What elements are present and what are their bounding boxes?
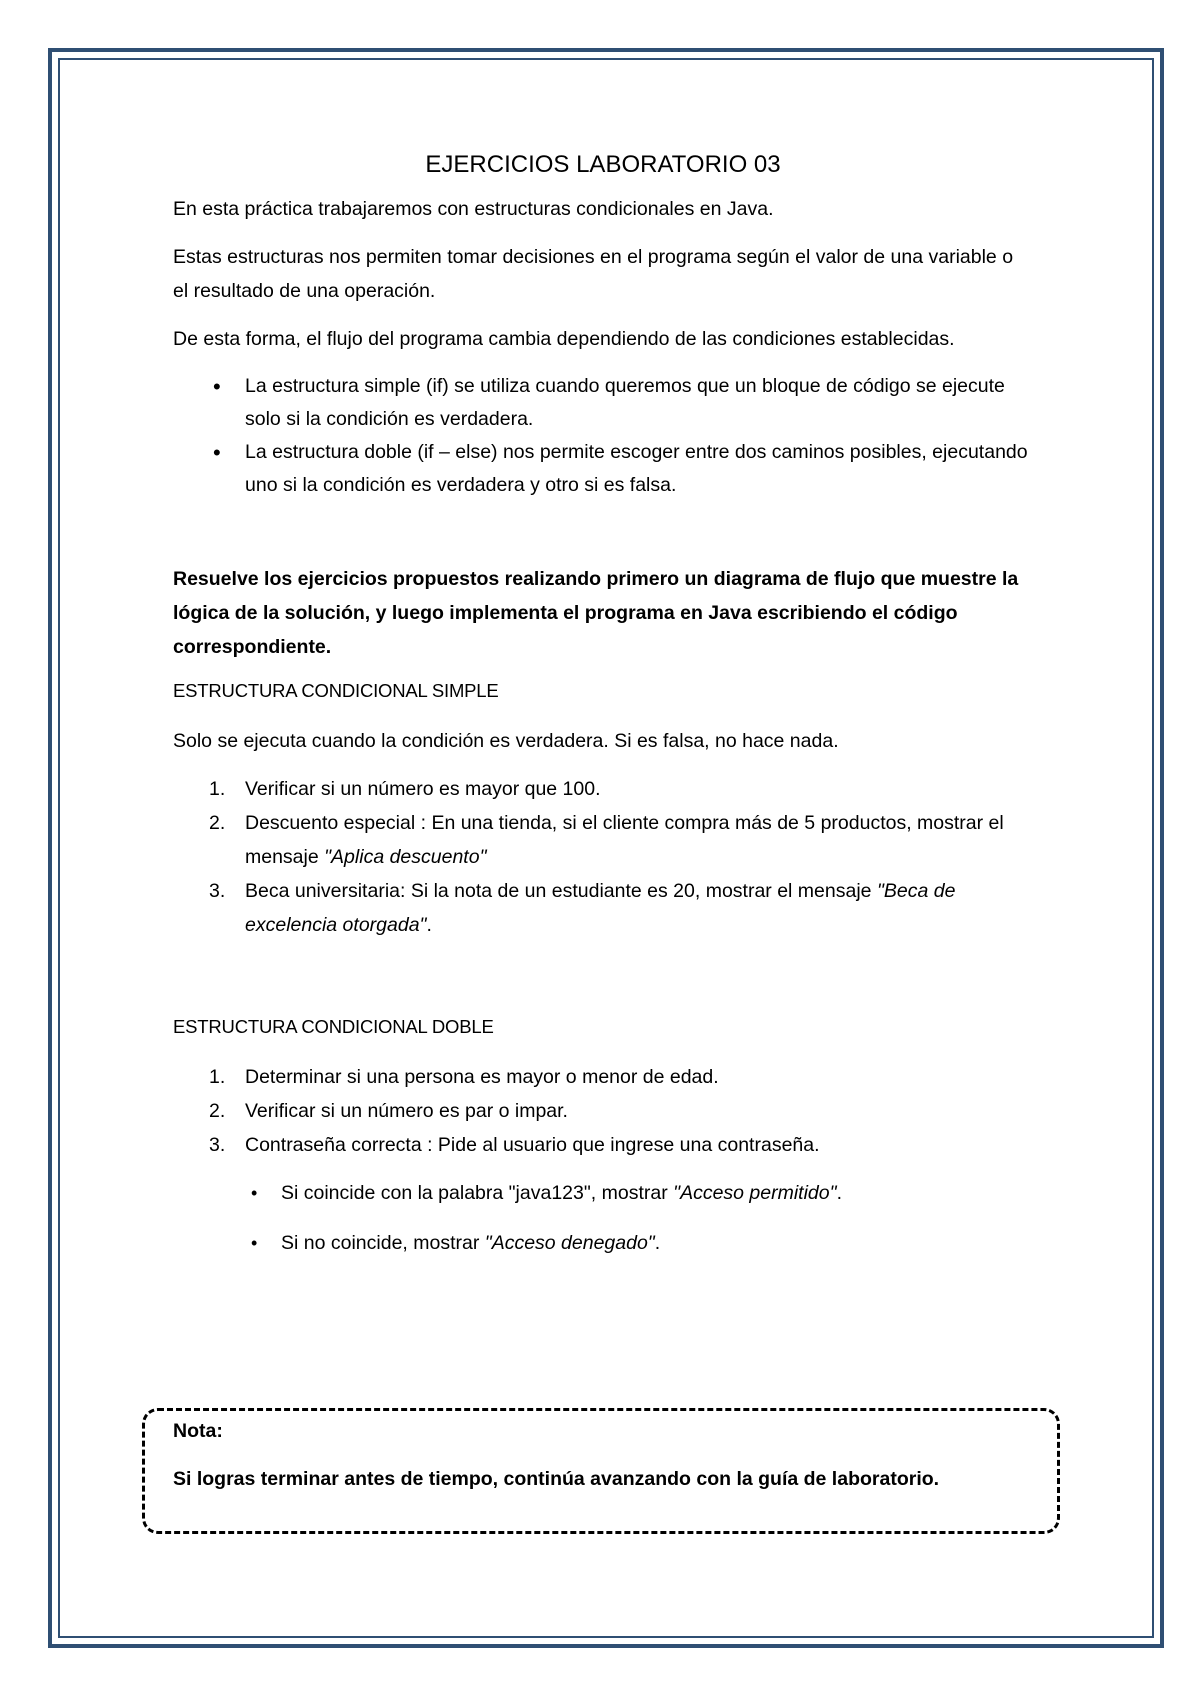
list-item xyxy=(173,1060,1033,1094)
item-quote: "Beca de excelencia otorgada" xyxy=(245,880,956,936)
item-text: Descuento especial : En una tienda, si el cliente compra más de 5 productos, mostrar el mensaje xyxy=(245,812,1004,868)
bullet-item: • La estructura doble (if – else) nos permite escoger entre dos caminos posibles, ejecutando uno si la condición es verdadera y otro si es falsa. xyxy=(173,436,1033,502)
item-tail: . xyxy=(426,914,432,936)
item-number: 3. xyxy=(209,880,226,902)
item-number: 1. xyxy=(209,778,226,800)
item-text: Verificar si un número es par o impar. xyxy=(245,1100,568,1122)
intro-paragraph-2: Estas estructuras nos permiten tomar decisiones en el programa según el valor de una variable o el resultado de una operación. xyxy=(173,246,1014,302)
item-number: 3. xyxy=(209,1134,226,1156)
item-quote: "Acceso permitido" xyxy=(673,1182,837,1204)
item-text: Beca universitaria: Si la nota de un estudiante es 20, mostrar el mensaje xyxy=(245,880,877,902)
password-sub-list xyxy=(173,1176,1033,1260)
simple-description: Solo se ejecuta cuando la condición es verdadera. Si es falsa, no hace nada. xyxy=(173,730,839,752)
item-text: Contraseña correcta : Pide al usuario que ingrese una contraseña. xyxy=(245,1134,820,1156)
list-item xyxy=(173,1094,1033,1128)
item-text: Si coincide con la palabra "java123", mostrar xyxy=(281,1182,674,1204)
item-quote: "Acceso denegado" xyxy=(484,1232,655,1254)
item-tail: . xyxy=(654,1232,661,1254)
list-item xyxy=(173,806,1033,874)
list-item xyxy=(173,772,1033,806)
item-tail: . xyxy=(836,1182,842,1204)
instruction-paragraph: Resuelve los ejercicios propuestos realizando primero un diagrama de flujo que muestre la lógica de la solución, y luego implementa el programa en Java escribiendo el código correspondiente. xyxy=(173,568,1019,658)
note-label: Nota: xyxy=(173,1420,223,1442)
bullet-item: • La estructura simple (if) se utiliza cuando queremos que un bloque de código se ejecute solo si la condición es verdadera. xyxy=(173,370,1033,436)
item-number: 1. xyxy=(209,1066,226,1088)
simple-exercise-list xyxy=(173,772,1033,942)
note-text: Si logras terminar antes de tiempo, continúa avanzando con la guía de laboratorio. xyxy=(173,1468,940,1490)
item-quote: "Aplica descuento" xyxy=(324,846,487,868)
list-item xyxy=(173,1128,1033,1162)
item-text: Determinar si una persona es mayor o menor de edad. xyxy=(245,1066,719,1088)
section-heading-simple: ESTRUCTURA CONDICIONAL SIMPLE xyxy=(173,680,499,701)
spacer xyxy=(173,956,1033,1010)
item-number: 2. xyxy=(209,1100,226,1122)
item-text: Si no coincide, mostrar xyxy=(281,1232,485,1254)
intro-paragraph-1: En esta práctica trabajaremos con estructuras condicionales en Java. xyxy=(173,198,774,220)
double-exercise-list xyxy=(173,1060,1033,1162)
intro-paragraph-3: De esta forma, el flujo del programa cambia dependiendo de las condiciones establecidas. xyxy=(173,328,955,350)
structure-bullet-list xyxy=(173,370,1033,502)
page-title: EJERCICIOS LABORATORIO 03 xyxy=(425,151,781,178)
list-item xyxy=(173,874,1033,942)
note-content xyxy=(173,1414,1033,1496)
item-text: Verificar si un número es mayor que 100. xyxy=(245,778,601,800)
sub-bullet-item xyxy=(173,1176,1033,1210)
sub-bullet-item xyxy=(173,1226,1033,1260)
section-heading-double: ESTRUCTURA CONDICIONAL DOBLE xyxy=(173,1016,494,1037)
item-number: 2. xyxy=(209,812,226,834)
document-body xyxy=(173,140,1033,1276)
